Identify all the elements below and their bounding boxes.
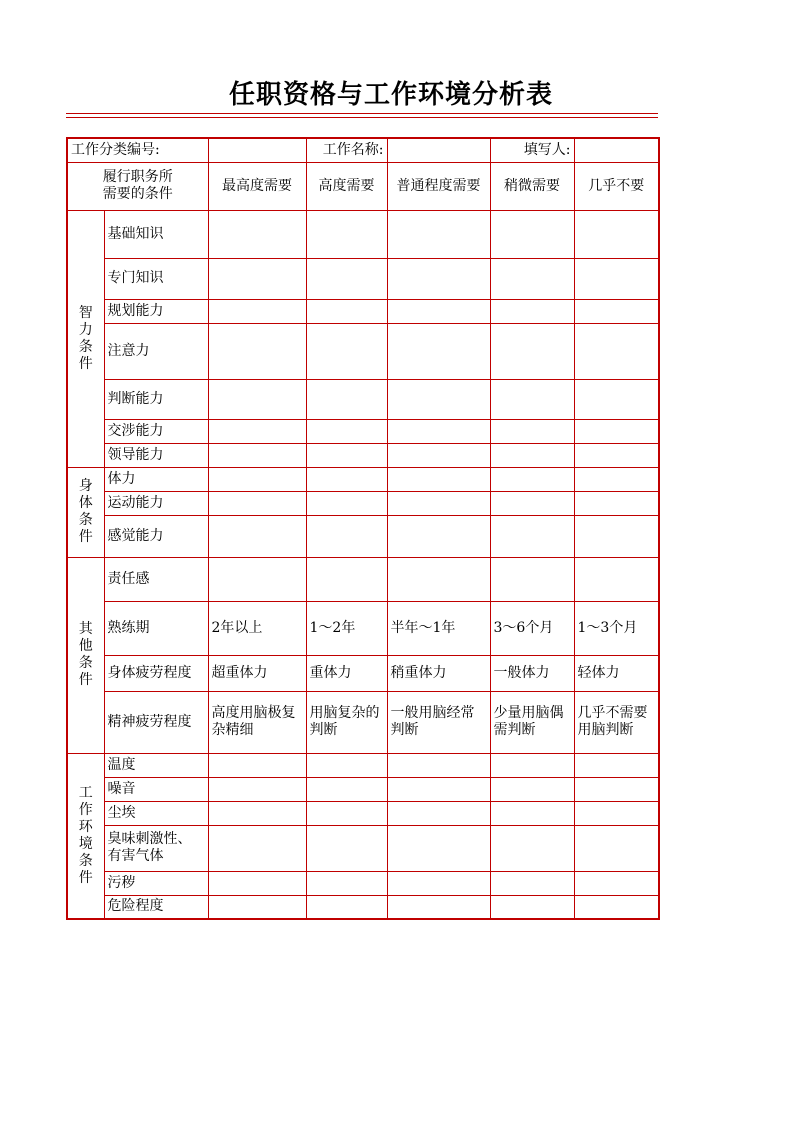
group-label-environment: 工 作 环 境 条 件 [67,753,104,919]
item-label: 交涉能力 [104,419,208,443]
rating-cell[interactable] [490,515,574,557]
rating-cell[interactable] [387,753,490,777]
level-header: 高度需要 [306,162,387,210]
rating-cell[interactable] [208,491,306,515]
rating-cell[interactable] [306,299,387,323]
rating-cell[interactable] [490,258,574,299]
table-row [67,801,659,825]
table-row [67,871,659,895]
rating-cell[interactable] [574,753,659,777]
option-cell[interactable]: 轻体力 [574,655,659,691]
rating-cell[interactable] [574,258,659,299]
rating-cell[interactable] [208,258,306,299]
rating-cell[interactable] [387,777,490,801]
rating-cell[interactable] [306,777,387,801]
rating-cell[interactable] [208,557,306,601]
rating-cell[interactable] [574,801,659,825]
rating-cell[interactable] [574,825,659,871]
rating-cell[interactable] [387,801,490,825]
table-row [67,299,659,323]
table-row [67,379,659,419]
job-code-field[interactable] [208,138,306,162]
rating-cell[interactable] [490,557,574,601]
item-label: 专门知识 [104,258,208,299]
corner-line-1: 履行职务所 [102,169,173,185]
group-label-other: 其 他 条 件 [67,557,104,753]
rating-cell[interactable] [208,825,306,871]
filler-field[interactable] [574,138,659,162]
item-label: 臭味刺激性、有害气体 [104,825,208,871]
rating-cell[interactable] [574,379,659,419]
option-cell[interactable]: 重体力 [306,655,387,691]
table-row [67,323,659,379]
rating-cell[interactable] [490,467,574,491]
rating-cell[interactable] [306,557,387,601]
rating-cell[interactable] [208,443,306,467]
rating-cell[interactable] [306,515,387,557]
rating-cell[interactable] [306,895,387,919]
rating-cell[interactable] [574,419,659,443]
rating-cell[interactable] [387,557,490,601]
option-cell[interactable]: 3～6个月 [490,601,574,655]
table-row [67,258,659,299]
corner-cell [67,162,208,210]
rating-cell[interactable] [574,777,659,801]
rating-cell[interactable] [306,419,387,443]
rating-cell[interactable] [387,443,490,467]
title-rule-bottom [66,117,658,118]
rating-cell[interactable] [490,753,574,777]
rating-cell[interactable] [208,753,306,777]
rating-cell[interactable] [574,515,659,557]
option-cell[interactable]: 高度用脑极复杂精细 [208,691,306,753]
filler-label: 填写人: [490,138,574,162]
table-row [67,210,659,258]
item-label: 责任感 [104,557,208,601]
corner-line-2: 需要的条件 [102,186,173,202]
header-row [67,138,659,162]
rating-cell[interactable] [490,299,574,323]
rating-cell[interactable] [208,210,306,258]
rating-cell[interactable] [574,210,659,258]
item-label: 精神疲劳程度 [104,691,208,753]
rating-cell[interactable] [387,419,490,443]
rating-cell[interactable] [574,557,659,601]
rating-cell[interactable] [306,753,387,777]
rating-cell[interactable] [490,379,574,419]
rating-cell[interactable] [387,825,490,871]
option-cell[interactable]: 1～3个月 [574,601,659,655]
table-row [67,777,659,801]
rating-cell[interactable] [306,491,387,515]
rating-cell[interactable] [387,323,490,379]
rating-cell[interactable] [490,801,574,825]
rating-cell[interactable] [574,871,659,895]
option-cell[interactable]: 超重体力 [208,655,306,691]
rating-cell[interactable] [490,491,574,515]
table-row [67,601,659,655]
rating-cell[interactable] [306,825,387,871]
table-row [67,825,659,871]
rating-cell[interactable] [574,299,659,323]
item-label: 领导能力 [104,443,208,467]
option-cell[interactable]: 稍重体力 [387,655,490,691]
rating-cell[interactable] [574,491,659,515]
rating-cell[interactable] [387,491,490,515]
item-label: 噪音 [104,777,208,801]
option-cell[interactable]: 半年～1年 [387,601,490,655]
option-cell[interactable]: 2年以上 [208,601,306,655]
rating-cell[interactable] [387,871,490,895]
rating-cell[interactable] [306,210,387,258]
item-label: 运动能力 [104,491,208,515]
rating-cell[interactable] [490,895,574,919]
option-cell[interactable]: 1～2年 [306,601,387,655]
item-label: 规划能力 [104,299,208,323]
item-label: 温度 [104,753,208,777]
rating-cell[interactable] [574,443,659,467]
table-row [67,691,659,753]
item-label: 判断能力 [104,379,208,419]
page-title: 任职资格与工作环境分析表 [228,80,553,110]
rating-cell[interactable] [387,467,490,491]
group-label-intellect: 智 力 条 件 [67,210,104,467]
rating-cell[interactable] [208,801,306,825]
level-header: 几乎不要 [574,162,659,210]
rating-cell[interactable] [208,379,306,419]
item-label: 感觉能力 [104,515,208,557]
rating-cell[interactable] [574,895,659,919]
rating-cell[interactable] [208,777,306,801]
item-label: 尘埃 [104,801,208,825]
rating-cell[interactable] [490,871,574,895]
item-label: 基础知识 [104,210,208,258]
level-header: 稍微需要 [490,162,574,210]
rating-cell[interactable] [208,467,306,491]
rating-cell[interactable] [306,871,387,895]
rating-cell[interactable] [387,379,490,419]
group-label-physical: 身 体 条 件 [67,467,104,557]
rating-cell[interactable] [208,871,306,895]
table-row [67,443,659,467]
rating-cell[interactable] [387,895,490,919]
table-row [67,655,659,691]
rating-cell[interactable] [306,443,387,467]
rating-cell[interactable] [490,777,574,801]
item-label: 污秽 [104,871,208,895]
table-row [67,491,659,515]
rating-cell[interactable] [208,323,306,379]
table-row [67,515,659,557]
table-row [67,557,659,601]
item-label: 熟练期 [104,601,208,655]
rating-cell[interactable] [306,323,387,379]
level-header: 普通程度需要 [387,162,490,210]
rating-cell[interactable] [490,419,574,443]
rating-cell[interactable] [387,299,490,323]
rating-cell[interactable] [306,379,387,419]
rating-cell[interactable] [306,258,387,299]
item-label: 身体疲劳程度 [104,655,208,691]
item-label: 危险程度 [104,895,208,919]
option-cell[interactable]: 几乎不需要用脑判断 [574,691,659,753]
analysis-table [66,137,660,920]
item-label: 体力 [104,467,208,491]
rating-cell[interactable] [208,299,306,323]
rating-cell[interactable] [208,895,306,919]
table-row [67,753,659,777]
option-cell[interactable]: 用脑复杂的判断 [306,691,387,753]
rating-cell[interactable] [490,825,574,871]
rating-cell[interactable] [490,323,574,379]
table-row [67,419,659,443]
job-name-label: 工作名称: [306,138,387,162]
item-label: 注意力 [104,323,208,379]
job-name-field[interactable] [387,138,490,162]
rating-cell[interactable] [306,467,387,491]
rating-cell[interactable] [387,258,490,299]
column-header-row [67,162,659,210]
rating-cell[interactable] [387,515,490,557]
level-header: 最高度需要 [208,162,306,210]
rating-cell[interactable] [306,801,387,825]
rating-cell[interactable] [490,443,574,467]
rating-cell[interactable] [387,210,490,258]
job-code-label: 工作分类编号: [67,138,208,162]
title-rule-top [66,113,658,114]
table-row [67,467,659,491]
rating-cell[interactable] [574,323,659,379]
table-row [67,895,659,919]
rating-cell[interactable] [208,419,306,443]
rating-cell[interactable] [574,467,659,491]
option-cell[interactable]: 一般体力 [490,655,574,691]
option-cell[interactable]: 一般用脑经常判断 [387,691,490,753]
option-cell[interactable]: 少量用脑偶需判断 [490,691,574,753]
rating-cell[interactable] [208,515,306,557]
rating-cell[interactable] [490,210,574,258]
